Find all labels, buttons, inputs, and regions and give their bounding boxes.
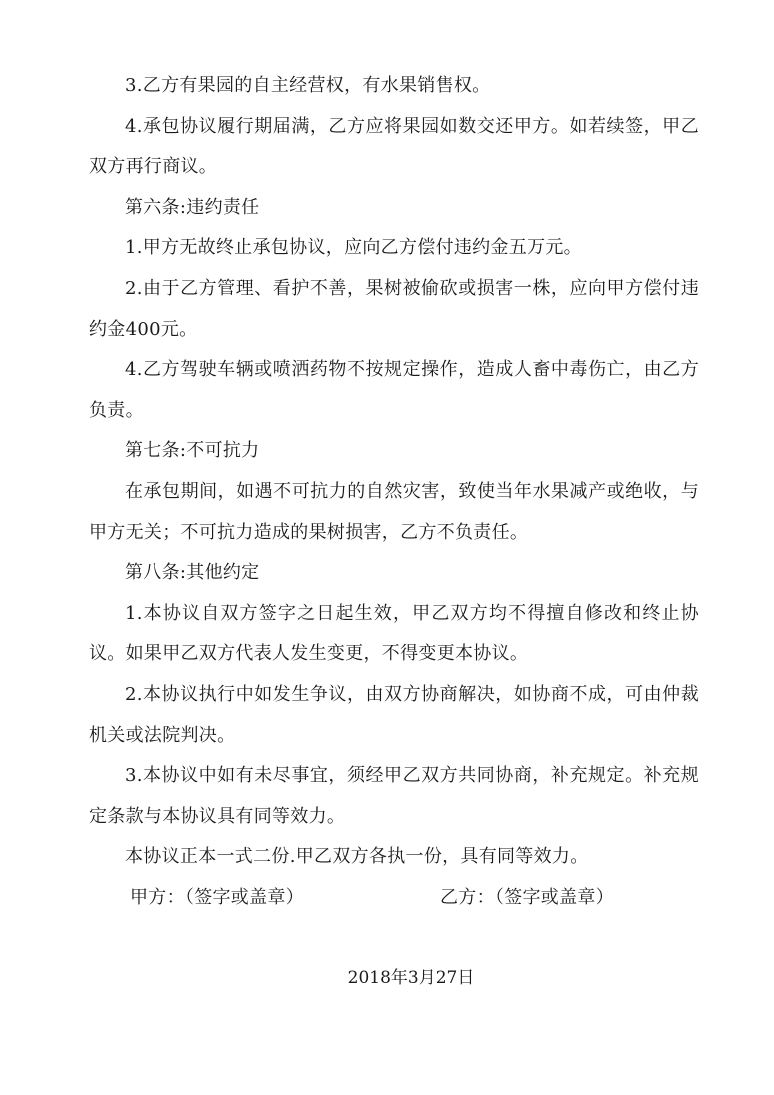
- clause-paragraph: 1.本协议自双方签字之日起生效，甲乙双方均不得擅自修改和终止协议。如果甲乙双方代表人发生变更，不得变更本协议。: [89, 602, 699, 665]
- signing-date: 2018年3月27日: [347, 968, 475, 988]
- closing-paragraph: 本协议正本一式二份.甲乙双方各执一份，具有同等效力。: [125, 846, 589, 868]
- section-heading: 第八条:其他约定: [125, 562, 260, 584]
- party-a-signature: 甲方：（签字或盖章）: [130, 887, 304, 908]
- clause-paragraph: 在承包期间，如遇不可抗力的自然灾害，致使当年水果减产或绝收，与甲方无关；不可抗力造成的果树损害，乙方不负责任。: [89, 480, 699, 543]
- clause-paragraph: 1.甲方无故终止承包协议，应向乙方偿付违约金五万元。: [125, 237, 582, 259]
- party-b-signature: 乙方：（签字或盖章）: [440, 887, 614, 908]
- signature-row: [0, 882, 774, 914]
- clause-paragraph: 2.由于乙方管理、看护不善，果树被偷砍或损害一株，应向甲方偿付违约金400元。: [89, 277, 699, 340]
- clause-paragraph: 3.本协议中如有未尽事宜，须经甲乙双方共同协商，补充规定。补充规定条款与本协议具有同等效力。: [89, 765, 699, 827]
- clause-paragraph: 4.承包协议履行期届满，乙方应将果园如数交还甲方。如若续签，甲乙双方再行商议。: [89, 115, 699, 178]
- section-heading: 第六条:违约责任: [125, 196, 260, 218]
- clause-paragraph: 3.乙方有果园的自主经营权，有水果销售权。: [125, 75, 491, 96]
- section-heading: 第七条:不可抗力: [125, 440, 260, 462]
- clause-paragraph: 4.乙方驾驶车辆或喷洒药物不按规定操作，造成人畜中毒伤亡，由乙方负责。: [89, 359, 699, 421]
- contract-body: [89, 66, 699, 878]
- clause-paragraph: 2.本协议执行中如发生争议，由双方协商解决，如协商不成，可由仲裁机关或法院判决。: [89, 683, 699, 746]
